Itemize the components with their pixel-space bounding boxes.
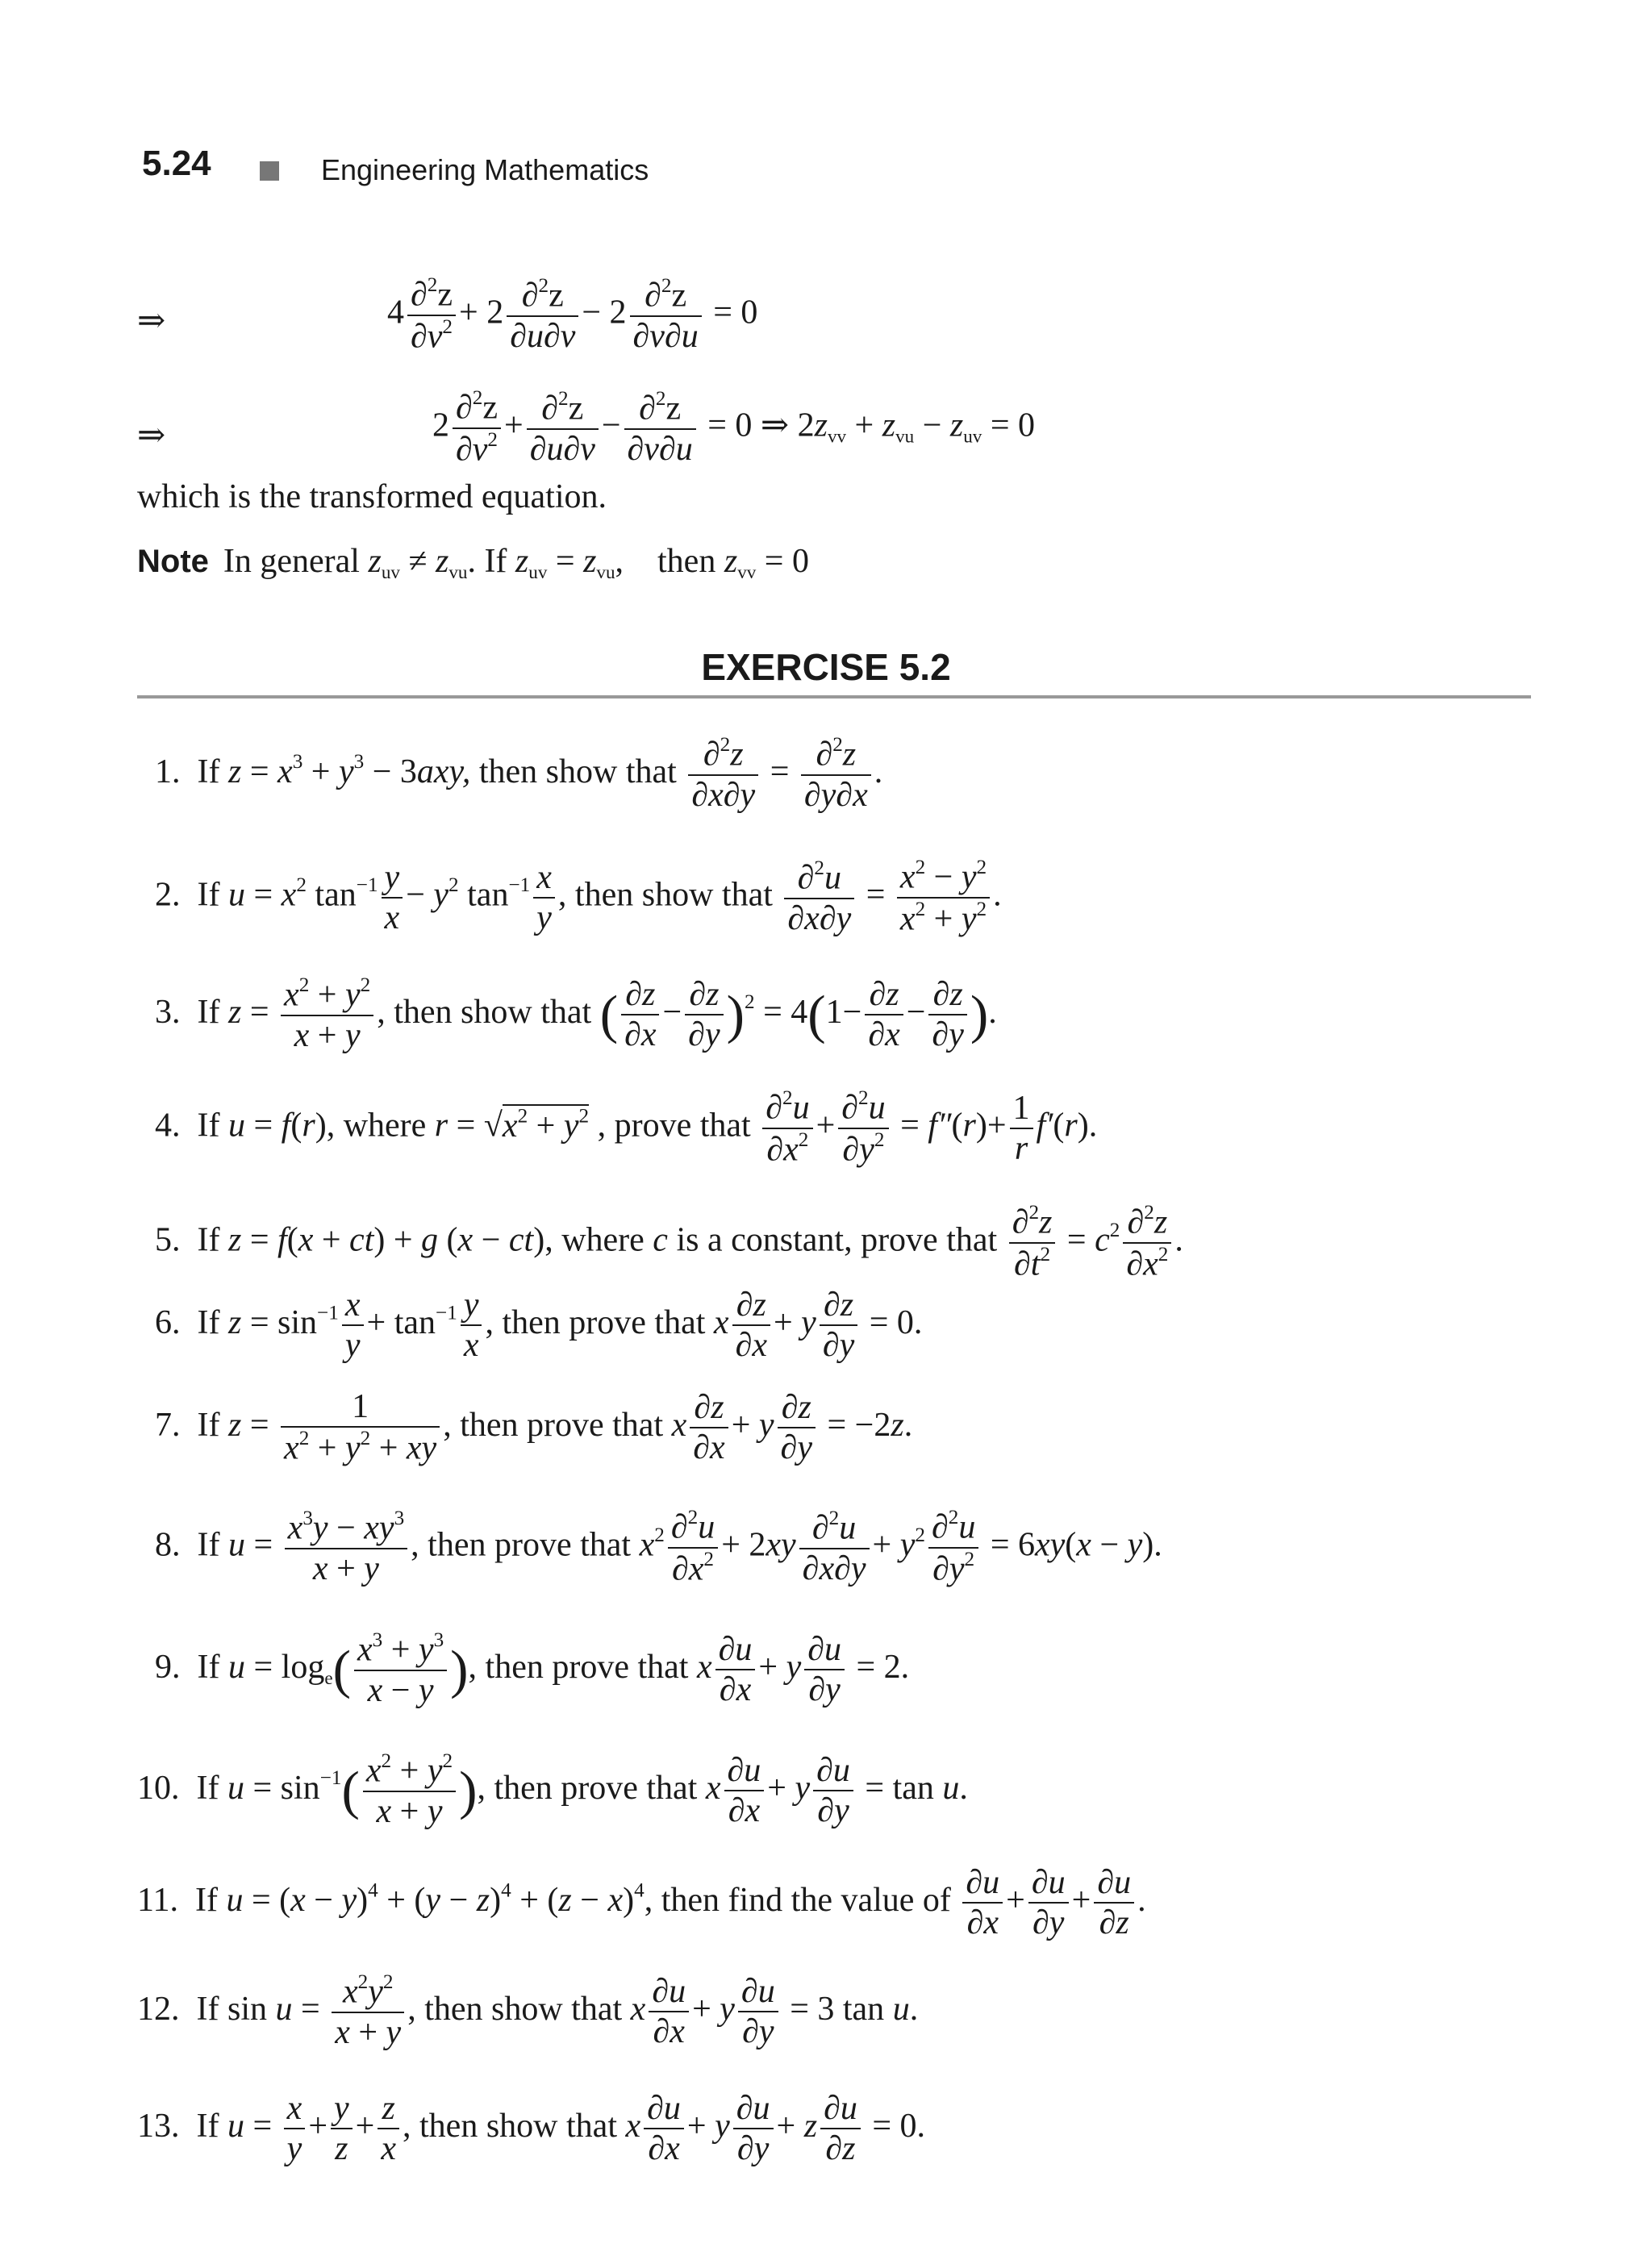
exercise-item-3: 3. If z = $\frac{x^2 + y^2}{x + y}$ , then show that ( $\frac{\partial z}{\partial x}$ − $\frac{\partial z}{\partial y}$ )$^2$ = 4(1− $\frac{\partial z}{\partial x}$ − $\frac{\partial z}{\partial y}$ ). [155,974,997,1054]
note-text: In general $z_{uv} \ne z_{vu}$. If $z_{uv} = z_{vu}$, then $z_{vv} = 0$ [223,543,809,583]
exercise-item-8: 8. If u = $\frac{x^3y - xy^3}{x + y}$ , then prove that $x^2$ $\frac{\partial^2u}{\partial x^2}$ + 2xy $\frac{\partial^2u}{\partial x\partial y}$ + $y^2$ $\frac{\partial^2u}{\partial y^2}$ = 6xy(x − y). [155,1507,1162,1588]
exercise-item-2: 2. If $u = x^2$ $\tan^{-1}$ $\frac{y}{x}$ − $y^2$ $\tan^{-1}$ $\frac{x}{y}$ , then show that $\frac{\partial^2u}{\partial x\partial y}$ = $\frac{x^2 - y^2}{x^2 + y^2}$ . [155,857,1002,938]
exercise-item-13: 13. If u = $\frac{x}{y}$ + $\frac{y}{z}$ + $\frac{z}{x}$ , then show that x $\frac{\partial u}{\partial x}$ + y $\frac{\partial u}{\partial y}$ + z $\frac{\partial u}{\partial z}$ = 0. [137,2090,926,2168]
header-square-icon [260,161,279,181]
exercise-item-6: 6. If $z = \sin^{-1}$ $\frac{x}{y}$ + $\tan^{-1}$ $\frac{y}{x}$ , then prove that x $\frac{\partial z}{\partial x}$ + y $\frac{\partial z}{\partial y}$ = 0. [155,1286,923,1365]
book-title: Engineering Mathematics [321,153,649,186]
exercise-item-1: 1. If $z = x^3 + y^3 - 3axy$, then show that $\frac{\partial^2z}{\partial x\partial y}$ = $\frac{\partial^2z}{\partial y\partial x}$ . [155,734,883,814]
exercise-item-11: 11. If $u = (x - y)^4 + (y - z)^4 + (z - x)^4$, then find the value of $\frac{\partial u}{\partial x}$ + $\frac{\partial u}{\partial y}$ + $\frac{\partial u}{\partial z}$ . [137,1864,1146,1942]
exercise-item-5: 5. If z = f(x + ct) + g (x − ct), where c is a constant, prove that $\frac{\partial^2z}{\partial t^2}$ = $c^2$ $\frac{\partial^2z}{\partial x^2}$ . [155,1202,1183,1283]
implies-arrow-2: ⇒ [137,417,166,454]
exercise-item-12: 12. If sin u = $\frac{x^2y^2}{x + y}$ , then show that x $\frac{\partial u}{\partial x}$ + y $\frac{\partial u}{\partial y}$ = 3 tan u. [137,1971,919,2051]
page-number: 5.24 [142,144,211,183]
exercise-item-10: 10. If $u = \sin^{-1}$( $\frac{x^2 + y^2}{x + y}$ ), then prove that x $\frac{\partial u}{\partial x}$ + y $\frac{\partial u}{\partial y}$ = tan u. [137,1750,968,1830]
note [137,542,809,583]
note-label: Note [137,544,209,579]
implies-arrow-1: ⇒ [137,302,166,340]
derivation-conclusion: which is the transformed equation. [137,478,607,515]
exercise-item-9: 9. If $u = \log_e$( $\frac{x^3 + y^3}{x - y}$ ), then prove that x $\frac{\partial u}{\partial x}$ + y $\frac{\partial u}{\partial y}$ = 2. [155,1629,910,1709]
derivation-equation-1: 4 $\frac{\partial^2z}{\partial v^2}$ + 2 $\frac{\partial^2z}{\partial u\partial v}$ − 2 $\frac{\partial^2z}{\partial v\partial u}$ = 0 [387,274,758,356]
exercise-item-7: 7. If z = $\frac{1}{x^2 + y^2 + xy}$ , then prove that x $\frac{\partial z}{\partial x}$ + y $\frac{\partial z}{\partial y}$ = −2z. [155,1388,913,1467]
derivation-equation-2: 2 $\frac{\partial^2z}{\partial v^2}$ + $\frac{\partial^2z}{\partial u\partial v}$ − $\frac{\partial^2z}{\partial v\partial u}$ = 0 ⇒ $2z_{vv} + z_{vu} - z_{uv} = 0$ [432,387,1036,469]
exercise-divider [137,695,1531,698]
exercise-item-4: 4. If u = f(r), where $r = √x^2 + y^2$ , prove that $\frac{\partial^2u}{\partial x^2}$ + $\frac{\partial^2u}{\partial y^2}$ = f″(r)+ $\frac{1}{r}$ f′(r). [155,1087,1098,1169]
exercise-title: EXERCISE 5.2 [701,646,951,688]
